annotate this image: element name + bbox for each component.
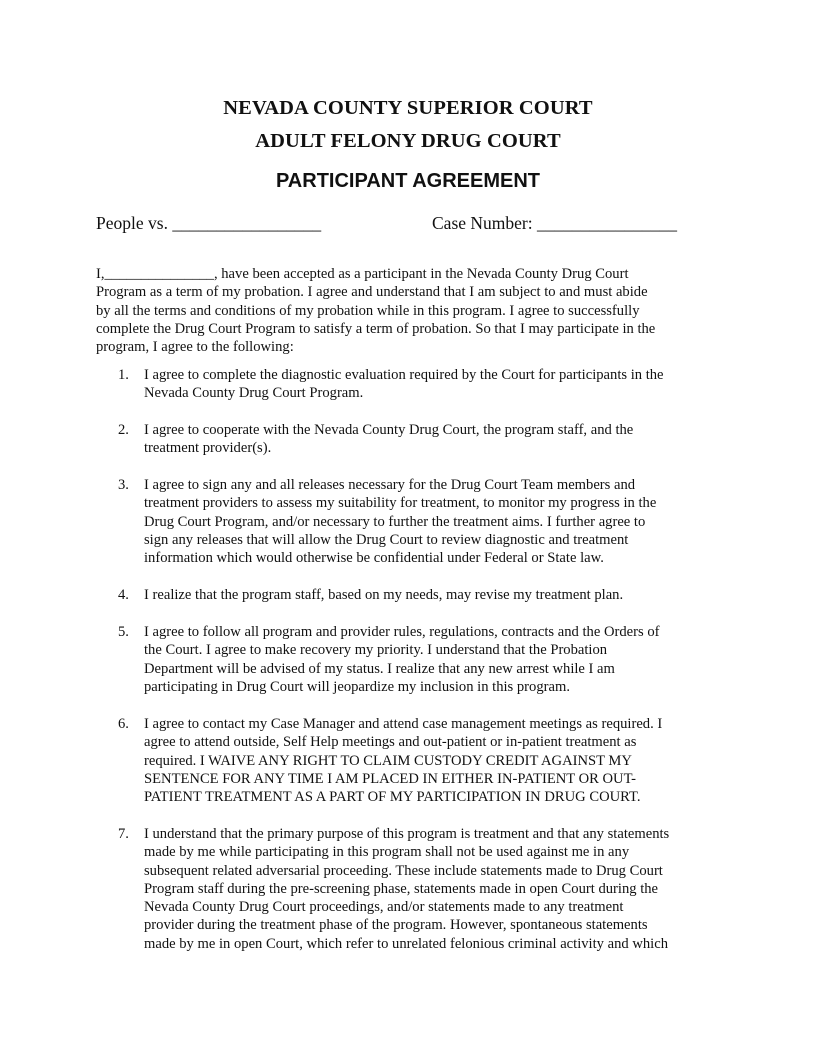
item-line: I agree to complete the diagnostic evaluation required by the Court for participants in the: [144, 367, 664, 383]
item-line: provider during the treatment phase of the program. However, spontaneous statements: [144, 917, 648, 934]
item-text: [144, 366, 744, 403]
item-line: the Court. I agree to make recovery my priority. I understand that the Probation: [144, 642, 608, 659]
item-line: I agree to sign any and all releases necessary for the Drug Court Team members and: [144, 477, 636, 493]
item-line: I agree to contact my Case Manager and attend case management meetings as required. I: [144, 716, 663, 732]
item-line: participating in Drug Court will jeopardize my inclusion in this program.: [144, 678, 570, 695]
item-line: information which would otherwise be confidential under Federal or State law.: [144, 550, 604, 567]
item-line: subsequent related adversarial proceeding. These include statements made to Drug Court: [144, 862, 663, 879]
item-line: treatment provider(s).: [144, 440, 272, 457]
item-text: [144, 715, 744, 806]
case-number-field[interactable]: Case Number: ________________: [432, 213, 677, 233]
intro-line: Program as a term of my probation. I agree and understand that I am subject to and must abide: [96, 284, 648, 301]
court-name-heading: NEVADA COUNTY SUPERIOR COURT: [223, 97, 593, 119]
case-fields-row: [96, 213, 736, 239]
intro-line: I,_______________, have been accepted as a participant in the Nevada County Drug Court: [96, 266, 629, 282]
item-line: made by me while participating in this program shall not be used against me in any: [144, 844, 630, 861]
item-line: Nevada County Drug Court proceedings, and/or statements made to any treatment: [144, 899, 624, 916]
intro-line: by all the terms and conditions of my probation while in this program. I agree to successfully: [96, 302, 640, 319]
document-title: PARTICIPANT AGREEMENT: [275, 170, 541, 192]
intro-paragraph: [96, 265, 726, 356]
item-line: SENTENCE FOR ANY TIME I AM PLACED IN EITHER IN-PATIENT OR OUT-: [144, 770, 637, 787]
item-line: made by me in open Court, which refer to unrelated felonious criminal activity and which: [144, 935, 668, 952]
item-number: 6.: [118, 716, 129, 732]
item-line: I agree to cooperate with the Nevada County Drug Court, the program staff, and the: [144, 422, 634, 438]
court-division-heading: ADULT FELONY DRUG COURT: [255, 130, 561, 152]
item-number: 4.: [118, 587, 129, 603]
item-line: Nevada County Drug Court Program.: [144, 385, 364, 402]
item-line: I understand that the primary purpose of this program is treatment and that any statements: [144, 826, 670, 842]
item-text: [144, 825, 744, 953]
item-line: sign any releases that will allow the Drug Court to review diagnostic and treatment: [144, 531, 629, 548]
item-line: agree to attend outside, Self Help meetings and out-patient or in-patient treatment as: [144, 734, 637, 751]
item-line: treatment providers to assess my suitability for treatment, to monitor my progress in the: [144, 495, 657, 512]
item-text: [144, 476, 744, 567]
item-line: Department will be advised of my status. I realize that any new arrest while I am: [144, 660, 615, 677]
item-number: 5.: [118, 624, 129, 640]
item-line: Drug Court Program, and/or necessary to further the treatment aims. I further agree to: [144, 513, 646, 530]
item-line: I agree to follow all program and provider rules, regulations, contracts and the Orders of: [144, 624, 660, 640]
item-line: I realize that the program staff, based on my needs, may revise my treatment plan.: [144, 587, 624, 603]
item-text: [144, 623, 744, 696]
people-vs-field[interactable]: People vs. _________________: [96, 213, 322, 233]
item-number: 3.: [118, 477, 129, 493]
item-line: required. I WAIVE ANY RIGHT TO CLAIM CUSTODY CREDIT AGAINST MY: [144, 752, 632, 769]
item-number: 1.: [118, 367, 129, 383]
item-line: Program staff during the pre-screening phase, statements made in open Court during the: [144, 880, 659, 897]
item-text: [144, 421, 744, 458]
intro-line: program, I agree to the following:: [96, 339, 294, 356]
item-number: 2.: [118, 422, 129, 438]
intro-line: complete the Drug Court Program to satisfy a term of probation. So that I may participate in the: [96, 320, 656, 337]
item-line: PATIENT TREATMENT AS A PART OF MY PARTICIPATION IN DRUG COURT.: [144, 789, 641, 806]
item-text: [144, 586, 744, 604]
item-number: 7.: [118, 826, 129, 842]
